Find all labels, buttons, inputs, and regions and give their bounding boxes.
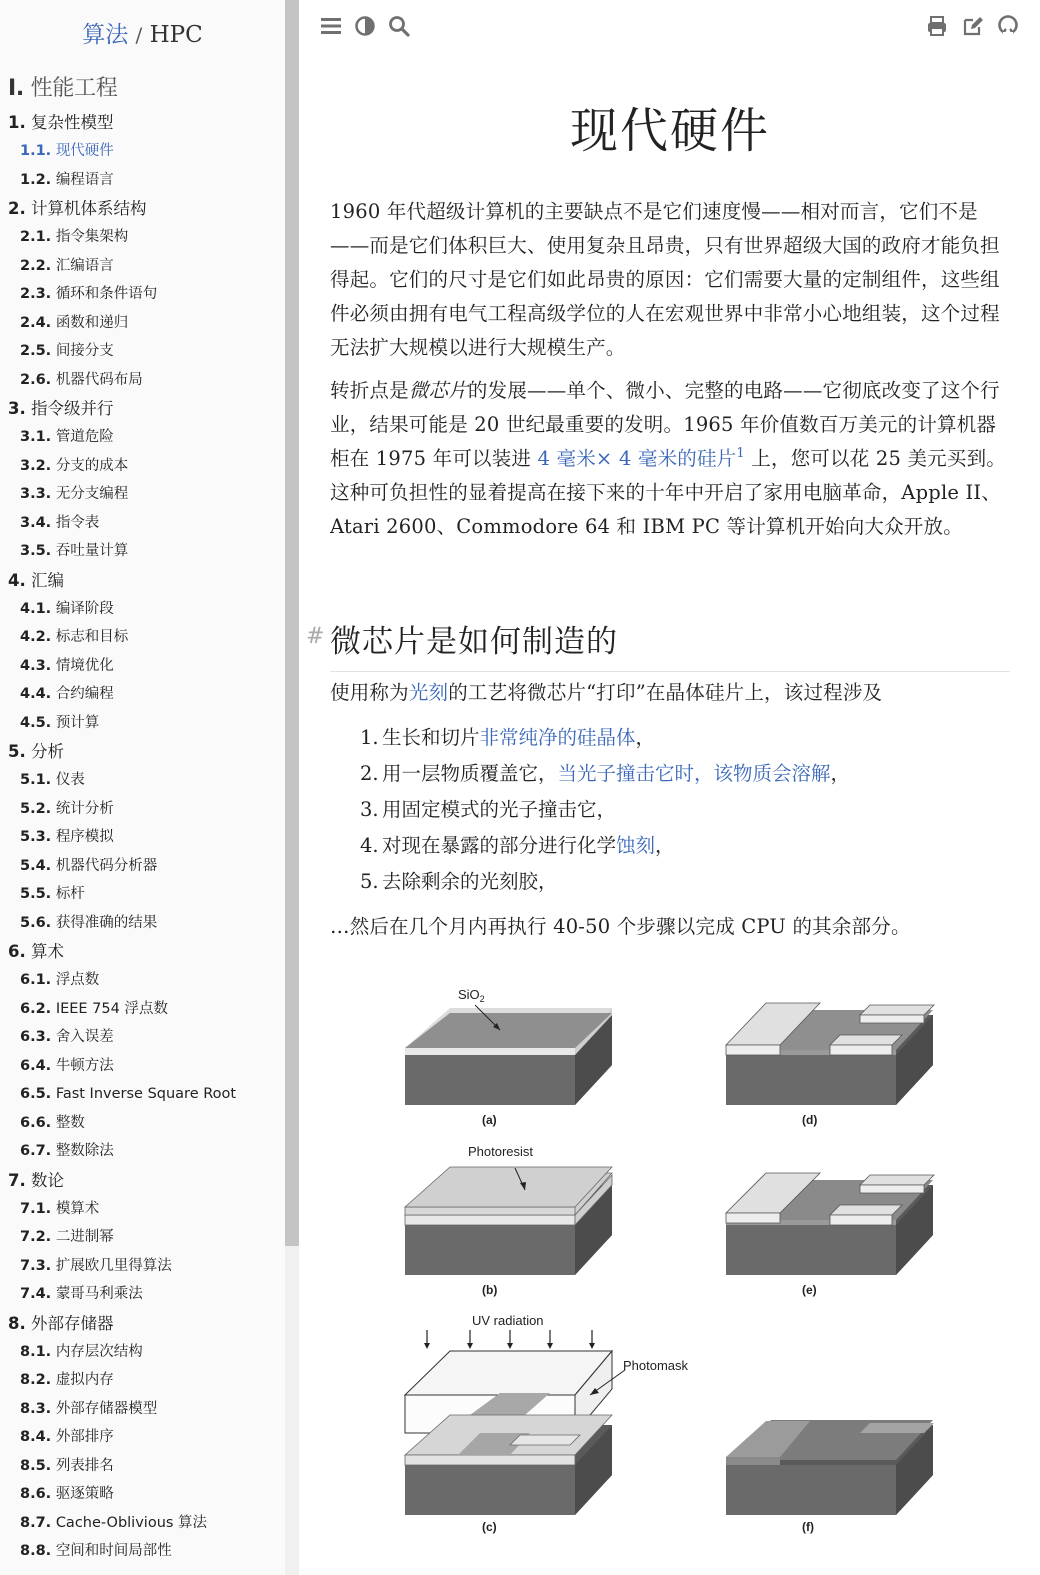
- toc-label: 吞吐量计算: [55, 543, 129, 559]
- label-uv-radiation: UV radiation: [472, 1313, 544, 1328]
- step-punctuation: ，: [635, 726, 656, 749]
- step-text: 用一层物质覆盖它，: [382, 762, 558, 785]
- step-text: 用固定模式的光子撞击它，: [382, 798, 617, 821]
- toc-label: 统计分析: [55, 800, 114, 817]
- table-of-contents: [8, 74, 280, 1566]
- toc-section[interactable]: [8, 1223, 280, 1252]
- toc-section[interactable]: [8, 252, 280, 281]
- step-number: 4.: [360, 834, 379, 857]
- toc-section[interactable]: [8, 595, 280, 624]
- toc-label: 程序模拟: [55, 829, 114, 845]
- toc-number: 8.3.: [20, 1400, 52, 1417]
- toc-section[interactable]: [8, 1023, 280, 1052]
- toc-part[interactable]: [8, 74, 280, 108]
- toc-chapter[interactable]: [8, 1309, 280, 1338]
- lithography-figure: [390, 975, 950, 1545]
- toc-number: 2.: [8, 199, 26, 218]
- toc-number: 3.1.: [20, 429, 52, 445]
- toc-chapter[interactable]: [8, 394, 280, 423]
- toc-label: 复杂性模型: [31, 113, 114, 132]
- toc-number: 5.1.: [20, 772, 52, 788]
- toc-label: 指令集架构: [55, 229, 129, 245]
- caption-d: (d): [802, 1113, 818, 1127]
- toc-section[interactable]: [8, 1366, 280, 1395]
- toc-chapter[interactable]: [8, 937, 280, 966]
- process-step: [358, 864, 850, 900]
- toc-number: 7.4.: [20, 1286, 52, 1302]
- figure-panel-f: [726, 1420, 934, 1534]
- toc-number: 2.1.: [20, 229, 52, 245]
- step-text: 生长和切片: [382, 726, 480, 749]
- label-photomask: Photomask: [623, 1358, 689, 1373]
- label-photoresist: Photoresist: [468, 1144, 534, 1159]
- toc-label: 模算术: [55, 1200, 100, 1217]
- section-heading-text: 微芯片是如何制造的: [330, 624, 618, 660]
- toc-label: 机器代码布局: [55, 371, 143, 388]
- process-steps-list: [358, 720, 850, 900]
- toc-number: 5.3.: [20, 829, 52, 845]
- process-step: [358, 828, 850, 864]
- p3-text-a: 使用称为: [330, 681, 409, 704]
- toc-number: 2.2.: [20, 257, 52, 274]
- toc-number: 7.2.: [20, 1229, 52, 1245]
- toc-section[interactable]: [8, 1423, 280, 1452]
- toc-label: 函数和递归: [55, 314, 129, 331]
- toc-label: 预计算: [55, 714, 100, 731]
- sidebar-scrollbar-thumb[interactable]: [285, 0, 299, 1246]
- site-title[interactable]: [0, 16, 285, 49]
- toc-number: 5.: [8, 742, 26, 761]
- toc-section[interactable]: [8, 1137, 280, 1166]
- toc-number: 5.2.: [20, 800, 52, 817]
- figure-panel-e: [726, 1173, 934, 1297]
- figure-panel-c: [405, 1313, 689, 1534]
- toc-section[interactable]: [8, 280, 280, 309]
- toc-number: 4.: [8, 570, 26, 590]
- toc-number: 3.4.: [20, 514, 52, 531]
- toc-label: 无分支编程: [55, 486, 129, 502]
- toc-section[interactable]: [8, 652, 280, 681]
- step-number: 3.: [360, 798, 379, 821]
- toc-number: 8.6.: [20, 1486, 52, 1502]
- toc-label: 管道危险: [55, 429, 114, 445]
- toc-label: 编译阶段: [55, 600, 114, 617]
- toc-label: 性能工程: [30, 76, 118, 101]
- caption-e: (e): [802, 1283, 817, 1297]
- toc-number: 2.6.: [20, 371, 52, 388]
- caption-b: (b): [482, 1283, 498, 1297]
- toc-label: 虚拟内存: [55, 1372, 114, 1388]
- toc-number: 5.4.: [20, 857, 52, 874]
- toc-label: 浮点数: [55, 972, 100, 988]
- figure-panel-b: [405, 1144, 612, 1297]
- toc-chapter[interactable]: [8, 108, 280, 137]
- toc-number: 3.5.: [20, 543, 52, 559]
- toc-label: 外部存储器: [31, 1313, 114, 1333]
- step-text: 对现在暴露的部分进行化学: [382, 834, 617, 857]
- toc-label: 内存层次结构: [55, 1343, 143, 1360]
- toc-number: 4.4.: [20, 686, 52, 702]
- toc-label: 标志和目标: [55, 629, 129, 645]
- toc-number: 3.: [8, 399, 26, 418]
- toc-label: 汇编语言: [55, 257, 114, 274]
- toc-number: 8.: [8, 1313, 26, 1333]
- toc-label: 计算机体系结构: [31, 199, 147, 218]
- toc-label: 合约编程: [55, 686, 114, 702]
- toc-section[interactable]: [8, 1452, 280, 1481]
- p3-text-b: 的工艺将微芯片“打印”在晶体硅片上，该过程涉及: [448, 681, 883, 704]
- toc-number: 4.2.: [20, 629, 52, 645]
- toc-number: 6.6.: [20, 1114, 52, 1131]
- sidebar: [0, 0, 285, 1575]
- toc-section[interactable]: [8, 880, 280, 909]
- toc-number: I.: [8, 76, 24, 101]
- toc-label: 二进制幂: [55, 1229, 114, 1245]
- toc-label: 牛顿方法: [55, 1057, 114, 1074]
- heading-anchor-link[interactable]: #: [306, 624, 326, 649]
- toc-number: 7.1.: [20, 1200, 52, 1217]
- toc-number: 8.1.: [20, 1343, 52, 1360]
- toc-number: 6.5.: [20, 1086, 52, 1102]
- toc-number: 6.1.: [20, 972, 52, 988]
- figure-panel-a: [405, 987, 612, 1127]
- toc-number: 6.: [8, 942, 26, 961]
- label-sio2: SiO$_2$: [458, 987, 485, 1004]
- toc-section[interactable]: [8, 1252, 280, 1281]
- link-lithography[interactable]: 光刻: [408, 681, 449, 704]
- toc-number: 8.2.: [20, 1372, 52, 1388]
- toc-number: 5.6.: [20, 914, 52, 931]
- toc-section[interactable]: [8, 1395, 280, 1424]
- step-number: 1.: [360, 726, 379, 749]
- toc-section[interactable]: [8, 337, 280, 366]
- toc-chapter[interactable]: [8, 1166, 280, 1195]
- search-icon[interactable]: [387, 14, 411, 38]
- toc-section[interactable]: [8, 423, 280, 452]
- toc-label: 现代硬件: [55, 143, 114, 159]
- step-text: 去除剩余的光刻胶，: [382, 870, 558, 893]
- toc-number: 6.7.: [20, 1143, 52, 1159]
- p2-text-a: 转折点是: [330, 379, 409, 402]
- toc-section[interactable]: [8, 909, 280, 938]
- sidebar-scrollbar-track[interactable]: [285, 1246, 299, 1575]
- page-title: 现代硬件: [569, 103, 770, 159]
- step-punctuation: ，: [655, 834, 675, 857]
- menu-icon[interactable]: [319, 14, 343, 38]
- toc-label: 获得准确的结果: [55, 914, 158, 931]
- footnote-ref[interactable]: 1: [736, 446, 745, 461]
- toc-section[interactable]: [8, 452, 280, 481]
- toc-section[interactable]: [8, 366, 280, 395]
- step-link[interactable]: 当光子撞击它时，该物质会溶解: [557, 762, 831, 785]
- github-icon[interactable]: [996, 14, 1020, 38]
- toc-label: 标杆: [55, 886, 85, 902]
- process-step: [358, 792, 850, 828]
- section-heading: [306, 616, 1010, 672]
- toc-label: 舍入误差: [55, 1029, 114, 1045]
- title-separator: /: [135, 23, 143, 47]
- toc-number: 7.3.: [20, 1257, 52, 1274]
- toc-label: 外部存储器模型: [55, 1400, 158, 1417]
- toc-label: Fast Inverse Square Root: [55, 1086, 237, 1102]
- toc-section[interactable]: [8, 1109, 280, 1138]
- toc-number: 6.2.: [20, 1000, 52, 1017]
- paragraph-remaining-steps: …然后在几个月内再执行 40-50 个步骤以完成 CPU 的其余部分。: [330, 915, 911, 938]
- step-punctuation: ，: [830, 762, 851, 785]
- print-icon[interactable]: [925, 14, 949, 38]
- toc-number: 3.2.: [20, 457, 52, 474]
- toc-section[interactable]: [8, 852, 280, 881]
- toc-label: 空间和时间局部性: [55, 1543, 172, 1559]
- toc-number: 7.: [8, 1170, 26, 1190]
- toc-number: 8.7.: [20, 1514, 52, 1531]
- toc-number: 8.4.: [20, 1429, 52, 1445]
- toc-section[interactable]: [8, 766, 280, 795]
- link-silicon-chip[interactable]: 4 毫米× 4 毫米的硅片: [537, 447, 737, 470]
- toc-number: 4.1.: [20, 600, 52, 617]
- toc-label: 指令表: [55, 514, 100, 531]
- site-brand[interactable]: 算法: [82, 22, 129, 48]
- paragraph-turning-point: [330, 374, 1010, 544]
- toc-label: 仪表: [55, 772, 85, 788]
- caption-f: (f): [802, 1520, 814, 1534]
- process-step: [358, 756, 850, 792]
- toc-number: 2.3.: [20, 286, 52, 302]
- toc-label: 情境优化: [55, 657, 114, 674]
- toc-label: 驱逐策略: [55, 1486, 114, 1502]
- toc-section[interactable]: [8, 1480, 280, 1509]
- toc-label: 列表排名: [55, 1457, 114, 1474]
- toc-number: 1.2.: [20, 171, 52, 188]
- toc-section[interactable]: [8, 537, 280, 566]
- toc-number: 1.1.: [20, 143, 52, 159]
- step-link[interactable]: 蚀刻: [616, 834, 656, 857]
- toc-label: 算术: [31, 942, 64, 961]
- toc-section[interactable]: [8, 680, 280, 709]
- toc-number: 2.5.: [20, 343, 52, 359]
- toc-chapter[interactable]: [8, 566, 280, 595]
- toc-label: 编程语言: [55, 171, 114, 188]
- toc-section[interactable]: [8, 1338, 280, 1367]
- site-name[interactable]: HPC: [149, 22, 203, 48]
- toc-label: 间接分支: [55, 343, 114, 359]
- toc-label: 分支的成本: [55, 457, 129, 474]
- toc-section[interactable]: [8, 1509, 280, 1538]
- toc-number: 2.4.: [20, 314, 52, 331]
- figure-panel-d: [726, 1003, 934, 1127]
- toc-section[interactable]: [8, 623, 280, 652]
- toc-label: 扩展欧几里得算法: [55, 1257, 172, 1274]
- toc-section[interactable]: [8, 795, 280, 824]
- toc-label: 机器代码分析器: [55, 857, 158, 874]
- toc-section[interactable]: [8, 995, 280, 1024]
- p2-text-c: 上，您可以花 25 美元买到。这种可负担性的显着提高在接下来的十年中开启了家用电脑革命，Apple II、Atari 2600、Commodore 64 和 IBM PC 等计算机开始向大众开放。: [330, 447, 1006, 538]
- toc-section[interactable]: [8, 966, 280, 995]
- toc-number: 3.3.: [20, 486, 52, 502]
- toc-label: 循环和条件语句: [55, 286, 158, 302]
- toc-chapter[interactable]: [8, 737, 280, 766]
- step-link[interactable]: 非常纯净的硅晶体: [479, 726, 636, 749]
- toc-number: 6.3.: [20, 1029, 52, 1045]
- theme-icon[interactable]: [353, 14, 377, 38]
- toc-section[interactable]: [8, 1052, 280, 1081]
- toc-section[interactable]: [8, 709, 280, 738]
- step-number: 5.: [360, 870, 379, 893]
- paragraph-lithography: [330, 676, 1010, 710]
- toc-label: 分析: [31, 742, 64, 761]
- p2-text-b: 的发展——单个、微小、完整的电路——它彻底改变了这个行业，结果可能是 20 世纪最重要的发明。1965 年价值数百万美元的计算机器柜在 1975 年可以装进: [330, 379, 1000, 470]
- toc-section[interactable]: [8, 480, 280, 509]
- process-step: [358, 720, 850, 756]
- caption-a: (a): [482, 1113, 497, 1127]
- caption-c: (c): [482, 1520, 497, 1534]
- toc-section[interactable]: [8, 509, 280, 538]
- toc-number: 8.8.: [20, 1543, 52, 1559]
- toc-chapter[interactable]: [8, 194, 280, 223]
- toc-section[interactable]: [8, 223, 280, 252]
- edit-icon[interactable]: [961, 14, 985, 38]
- toc-section[interactable]: [8, 137, 280, 166]
- toc-label: 指令级并行: [31, 399, 114, 418]
- toc-label: 蒙哥马利乘法: [55, 1286, 143, 1302]
- toc-label: Cache-Oblivious 算法: [55, 1514, 208, 1531]
- toc-section[interactable]: [8, 1195, 280, 1224]
- toc-label: 外部排序: [55, 1429, 114, 1445]
- toc-section[interactable]: [8, 1280, 280, 1309]
- toc-number: 6.4.: [20, 1057, 52, 1074]
- toc-number: 8.5.: [20, 1457, 52, 1474]
- paragraph-intro: 1960 年代超级计算机的主要缺点不是它们速度慢——相对而言，它们不是——而是它们体积巨大、使用复杂且昂贵，只有世界超级大国的政府才能负担得起。它们的尺寸是它们如此昂贵的原因：它们需要大量的定制组件，这些组件必须由拥有电气工程高级学位的人在宏观世界中非常小心地组装，这个过程无法扩大规模以进行大规模生产。: [330, 200, 1000, 359]
- toc-label: 整数: [55, 1114, 85, 1131]
- p2-emphasis-microchip: 微芯片: [408, 379, 468, 402]
- toc-number: 5.5.: [20, 886, 52, 902]
- toc-label: 汇编: [31, 570, 64, 590]
- toc-label: IEEE 754 浮点数: [55, 1000, 168, 1017]
- toc-section[interactable]: [8, 309, 280, 338]
- toc-number: 4.5.: [20, 714, 52, 731]
- toc-section[interactable]: [8, 1537, 280, 1566]
- toc-section[interactable]: [8, 823, 280, 852]
- toc-label: 数论: [31, 1170, 64, 1190]
- toc-section[interactable]: [8, 1080, 280, 1109]
- step-number: 2.: [360, 762, 379, 785]
- toc-number: 4.3.: [20, 657, 52, 674]
- toc-label: 整数除法: [55, 1143, 114, 1159]
- toc-number: 1.: [8, 113, 26, 132]
- toc-section[interactable]: [8, 166, 280, 195]
